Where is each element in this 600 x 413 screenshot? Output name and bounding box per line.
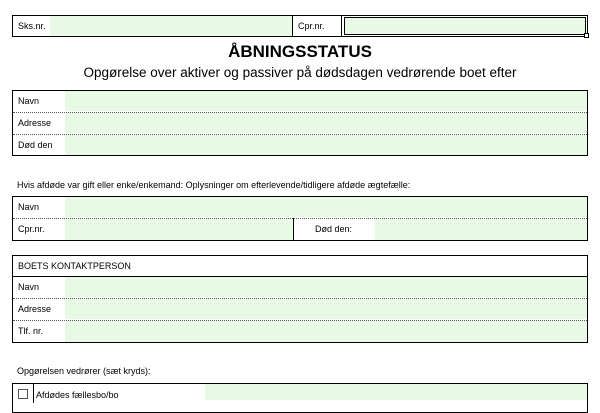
scope-option1-label: Afdødes fællesbo/bo [36,390,119,400]
deceased-death-label: Død den [18,140,53,150]
spouse-death-label: Død den: [315,224,353,234]
deceased-name-label: Navn [18,96,40,106]
contact-name-input[interactable] [65,277,587,297]
deceased-address-input[interactable] [65,113,587,133]
cpr-label: Cpr.nr. [298,21,325,31]
deceased-address-label: Adresse [18,118,52,128]
contact-address-input[interactable] [65,299,587,319]
contact-heading: BOETS KONTAKTPERSON [18,261,131,271]
spouse-intro: Hvis afdøde var gift eller enke/enkemand: Oplysninger om efterlevende/tidligere afdøde ægtefælle: [17,180,411,190]
page-subtitle: Opgørelse over aktiver og passiver på dødsdagen vedrørende boet efter [83,65,517,80]
contact-address-label: Adresse [18,304,52,314]
spouse-name-input[interactable] [65,197,587,217]
deceased-death-input[interactable] [65,135,587,155]
deceased-name-input[interactable] [65,91,587,111]
header-divider-2 [341,15,342,37]
spouse-divider [293,218,294,241]
scope-option1-input[interactable] [205,384,587,400]
contact-phone-input[interactable] [65,321,587,342]
cpr-input[interactable] [344,17,586,35]
spouse-cpr-label: Cpr.nr. [18,224,45,234]
scope-option1-checkbox[interactable] [18,389,28,399]
scope-intro: Opgørelsen vedrører (sæt kryds): [17,366,151,376]
contact-phone-label: Tlf. nr. [18,326,44,336]
resize-handle[interactable] [584,33,589,38]
page-title: ÅBNINGSSTATUS [228,42,372,61]
sks-input[interactable] [50,16,292,36]
spouse-cpr-input[interactable] [65,219,293,240]
spouse-death-input[interactable] [375,219,587,240]
sks-label: Sks.nr. [18,21,46,31]
spouse-name-label: Navn [18,202,40,212]
contact-name-label: Navn [18,282,40,292]
